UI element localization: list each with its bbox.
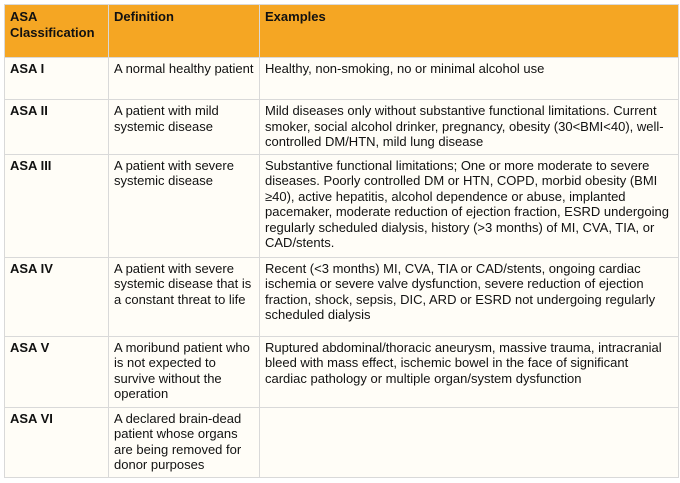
asa-classification-table	[4, 4, 679, 478]
cell-classification: ASA IV	[5, 257, 109, 336]
table-header	[5, 5, 679, 58]
table-row-asa-1	[5, 58, 679, 100]
table-row-asa-6	[5, 407, 679, 477]
cell-classification: ASA II	[5, 100, 109, 155]
header-examples: Examples	[260, 5, 679, 58]
header-definition: Definition	[109, 5, 260, 58]
table-row-asa-4	[5, 257, 679, 336]
cell-definition: A declared brain-dead patient whose organs are being removed for donor purposes	[109, 407, 260, 477]
cell-examples: Recent (<3 months) MI, CVA, TIA or CAD/stents, ongoing cardiac ischemia or severe valve dysfunction, severe reduction of ejection fraction, shock, sepsis, DIC, ARD or ESRD not undergoing regularly scheduled dialysis	[260, 257, 679, 336]
table-body	[5, 58, 679, 478]
cell-examples: Mild diseases only without substantive functional limitations. Current smoker, social alcohol drinker, pregnancy, obesity (30<BMI<40), well-controlled DM/HTN, mild lung disease	[260, 100, 679, 155]
cell-classification: ASA III	[5, 154, 109, 257]
cell-definition: A patient with severe systemic disease	[109, 154, 260, 257]
cell-classification: ASA V	[5, 336, 109, 407]
asa-classification-table-wrapper	[4, 4, 679, 478]
cell-examples: Ruptured abdominal/thoracic aneurysm, massive trauma, intracranial bleed with mass effect, ischemic bowel in the face of significant cardiac pathology or multiple organ/system dysfunction	[260, 336, 679, 407]
cell-classification: ASA VI	[5, 407, 109, 477]
table-row-asa-5	[5, 336, 679, 407]
cell-definition: A patient with severe systemic disease that is a constant threat to life	[109, 257, 260, 336]
cell-definition: A normal healthy patient	[109, 58, 260, 100]
table-row-asa-2	[5, 100, 679, 155]
cell-definition: A patient with mild systemic disease	[109, 100, 260, 155]
cell-examples	[260, 407, 679, 477]
cell-definition: A moribund patient who is not expected to survive without the operation	[109, 336, 260, 407]
cell-classification: ASA I	[5, 58, 109, 100]
table-row-asa-3	[5, 154, 679, 257]
header-classification: ASA Classification	[5, 5, 109, 58]
cell-examples: Healthy, non-smoking, no or minimal alcohol use	[260, 58, 679, 100]
cell-examples: Substantive functional limitations; One or more moderate to severe diseases. Poorly controlled DM or HTN, COPD, morbid obesity (BMI ≥40), active hepatitis, alcohol dependence or abuse, implanted pacemaker, moderate reduction of ejection fraction, ESRD undergoing regularly scheduled dialysis, history (>3 months) of MI, CVA, TIA, or CAD/stents.	[260, 154, 679, 257]
header-row	[5, 5, 679, 58]
